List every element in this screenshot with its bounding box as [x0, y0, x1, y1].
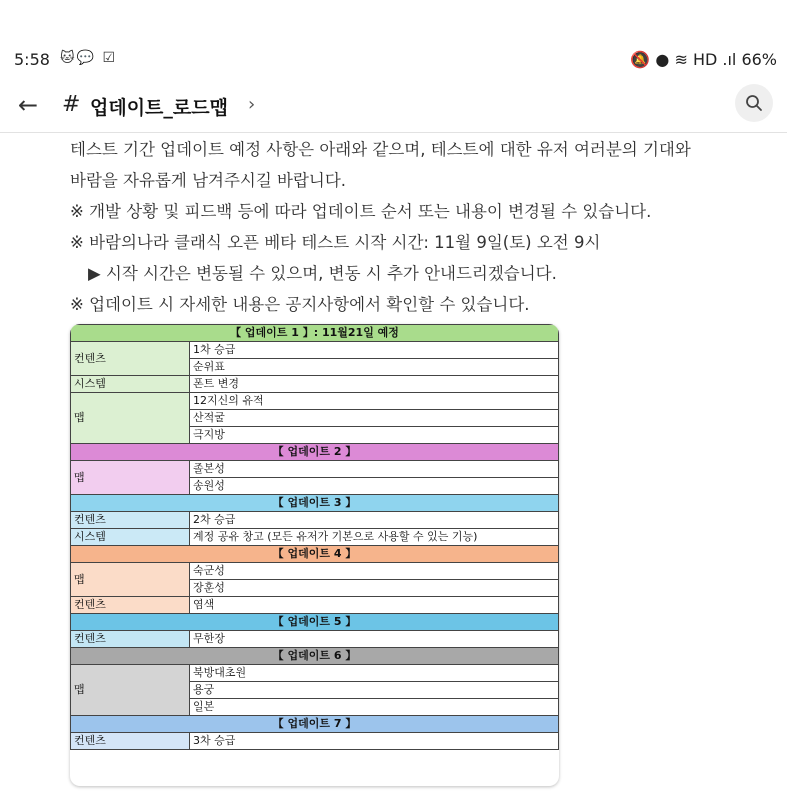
category-cell: 컨텐츠	[71, 733, 190, 750]
item-cell: 졸본성	[190, 461, 559, 478]
category-cell: 컨텐츠	[71, 512, 190, 529]
section-header-row	[71, 444, 559, 461]
category-cell: 컨텐츠	[71, 342, 190, 376]
chevron-right-icon[interactable]: ›	[248, 94, 256, 115]
table-row	[71, 512, 559, 529]
category-cell: 시스템	[71, 376, 190, 393]
category-cell: 컨텐츠	[71, 597, 190, 614]
section-title: 【 업데이트 5 】	[71, 614, 559, 631]
section-header-row	[71, 325, 559, 342]
table-row	[71, 393, 559, 410]
item-cell: 12지신의 유적	[190, 393, 559, 410]
section-title: 【 업데이트 1 】: 11월21일 예정	[71, 325, 559, 342]
category-cell: 시스템	[71, 529, 190, 546]
table-row	[71, 376, 559, 393]
message-line: 테스트 기간 업데이트 예정 사항은 아래와 같으며, 테스트에 대한 유저 여러분의 기대와	[70, 140, 691, 159]
status-indicators: 🔕 ● ≋ HD .ıl 66%	[630, 50, 777, 69]
item-cell: 순위표	[190, 359, 559, 376]
item-cell: 3차 승급	[190, 733, 559, 750]
table-row	[71, 563, 559, 580]
table-row	[71, 342, 559, 359]
update-roadmap-table	[70, 324, 559, 750]
table-row	[71, 461, 559, 478]
item-cell: 무한장	[190, 631, 559, 648]
back-arrow-icon[interactable]: ←	[18, 91, 39, 119]
section-header-row	[71, 546, 559, 563]
update-roadmap-image[interactable]	[70, 324, 559, 786]
section-title: 【 업데이트 4 】	[71, 546, 559, 563]
item-cell: 극지방	[190, 427, 559, 444]
status-bar	[0, 0, 787, 80]
section-title: 【 업데이트 3 】	[71, 495, 559, 512]
section-title: 【 업데이트 6 】	[71, 648, 559, 665]
item-cell: 일본	[190, 699, 559, 716]
hash-icon: #	[62, 92, 81, 117]
table-row	[71, 665, 559, 682]
category-cell: 맵	[71, 563, 190, 597]
item-cell: 폰트 변경	[190, 376, 559, 393]
section-title: 【 업데이트 2 】	[71, 444, 559, 461]
channel-title[interactable]: 업데이트_로드맵	[90, 97, 228, 119]
table-row	[71, 529, 559, 546]
section-header-row	[71, 495, 559, 512]
item-cell: 1차 승급	[190, 342, 559, 359]
section-header-row	[71, 614, 559, 631]
search-button[interactable]	[735, 84, 773, 122]
category-cell: 컨텐츠	[71, 631, 190, 648]
message-line: ※ 업데이트 시 자세한 내용은 공지사항에서 확인할 수 있습니다.	[70, 295, 530, 314]
item-cell: 숙군성	[190, 563, 559, 580]
item-cell: 장훈성	[190, 580, 559, 597]
section-header-row	[71, 716, 559, 733]
section-title: 【 업데이트 7 】	[71, 716, 559, 733]
item-cell: 송원성	[190, 478, 559, 495]
message-line: 바람을 자유롭게 남겨주시길 바랍니다.	[70, 171, 347, 190]
section-header-row	[71, 648, 559, 665]
item-cell: 염색	[190, 597, 559, 614]
table-row	[71, 733, 559, 750]
message-line: ※ 바람의나라 클래식 오픈 베타 테스트 시작 시간: 11월 9일(토) 오전 9시	[70, 233, 601, 252]
item-cell: 용궁	[190, 682, 559, 699]
message-line: ※ 개발 상황 및 피드백 등에 따라 업데이트 순서 또는 내용이 변경될 수 있습니다.	[70, 202, 652, 221]
item-cell: 북방대초원	[190, 665, 559, 682]
item-cell: 계정 공유 창고 (모든 유저가 기본으로 사용할 수 있는 기능)	[190, 529, 559, 546]
message-line: ▶ 시작 시간은 변동될 수 있으며, 변동 시 추가 안내드리겠습니다.	[88, 264, 557, 283]
search-icon	[745, 94, 763, 112]
category-cell: 맵	[71, 393, 190, 444]
item-cell: 산적굴	[190, 410, 559, 427]
category-cell: 맵	[71, 665, 190, 716]
table-row	[71, 597, 559, 614]
status-time: 5:58	[14, 50, 50, 69]
item-cell: 2차 승급	[190, 512, 559, 529]
channel-header	[0, 82, 787, 133]
message-body	[70, 134, 770, 320]
table-row	[71, 631, 559, 648]
notification-icons: 🐱💬 ☑	[60, 50, 118, 66]
category-cell: 맵	[71, 461, 190, 495]
